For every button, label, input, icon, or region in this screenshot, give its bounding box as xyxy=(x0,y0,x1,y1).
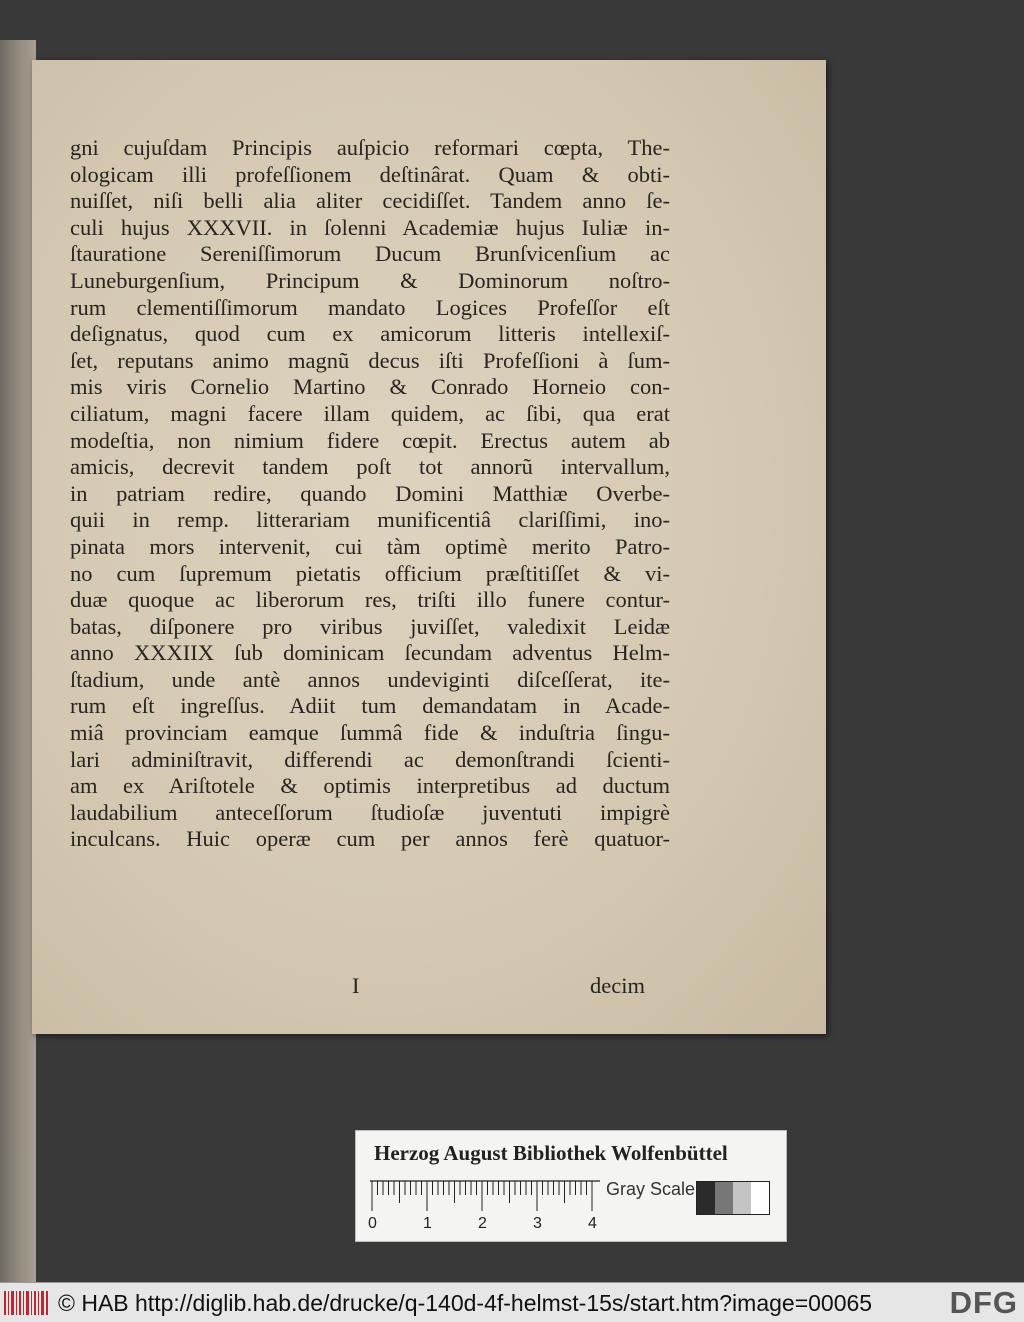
footer-bar xyxy=(0,1282,1024,1322)
text-line: nuiſſet, niſi belli alia aliter cecidiſſet. Tandem anno ſe- xyxy=(70,188,670,214)
dfg-logo: DFG xyxy=(949,1285,1018,1320)
text-line: culi hujus XXXVII. in ſolenni Academiæ hujus Iuliæ in- xyxy=(70,214,670,240)
gray-swatch xyxy=(697,1182,715,1214)
text-line: lari adminiſtravit, differendi ac demonſtrandi ſcienti- xyxy=(70,746,670,772)
barcode-icon xyxy=(4,1291,48,1315)
text-line: quii in remp. litterariam munificentiâ clariſſimi, ino- xyxy=(70,507,670,533)
text-line: in patriam redire, quando Domini Matthiæ Overbe- xyxy=(70,480,670,506)
source-link[interactable]: © HAB http://diglib.hab.de/drucke/q-140d-4f-helmst-15s/start.htm?image=00065 xyxy=(58,1290,873,1316)
gray-swatch xyxy=(715,1182,733,1214)
text-line: ſtadium, unde antè annos undeviginti diſceſſerat, ite- xyxy=(70,666,670,692)
gray-swatch xyxy=(751,1182,769,1214)
text-line: miâ provinciam eamque ſummâ fide & induſtria ſingu- xyxy=(70,720,670,746)
text-line: deſignatus, quod cum ex amicorum litteris intellexiſ- xyxy=(70,321,670,347)
catchword: decim xyxy=(590,973,645,998)
text-line: no cum ſupremum pietatis officium præſtitiſſet & vi- xyxy=(70,560,670,586)
text-line: amicis, decrevit tandem poſt tot annorũ intervallum, xyxy=(70,454,670,480)
ruler-number: 1 xyxy=(423,1215,432,1232)
text-line: modeſtia, non nimium fidere cœpit. Erectus autem ab xyxy=(70,427,670,453)
text-line: ſtauratione Sereniſſimorum Ducum Brunſvicenſium ac xyxy=(70,241,670,267)
ruler-number: 4 xyxy=(588,1215,597,1232)
text-line: mis viris Cornelio Martino & Conrado Horneio con- xyxy=(70,374,670,400)
text-line: ciliatum, magni facere illam quidem, ac ſibi, qua erat xyxy=(70,400,670,426)
text-line: Luneburgenſium, Principum & Dominorum noſtro- xyxy=(70,267,670,293)
text-line: rum eſt ingreſſus. Adiit tum demandatam in Acade- xyxy=(70,693,670,719)
ruler-scale xyxy=(370,1179,600,1215)
left-page-edge xyxy=(0,40,36,1282)
text-line: anno XXXIIX ſub dominicam ſecundam adventus Helm- xyxy=(70,640,670,666)
text-line: gni cujuſdam Principis auſpicio reformari cœpta, The- xyxy=(70,135,670,160)
text-line: ſet, reputans animo magnũ decus iſti Profeſſioni à ſum- xyxy=(70,347,670,373)
text-line: laudabilium anteceſſorum ſtudioſæ juventuti impigrè xyxy=(70,799,670,825)
library-name: Herzog August Bibliothek Wolfenbüttel xyxy=(374,1141,728,1165)
text-line: duæ quoque ac liberorum res, triſti illo funere contur- xyxy=(70,587,670,613)
text-line: rum clementiſſimorum mandato Logices Profeſſor eſt xyxy=(70,294,670,320)
text-line: am ex Ariſtotele & optimis interpretibus ad ductum xyxy=(70,773,670,799)
ruler-number: 2 xyxy=(478,1215,487,1232)
gray-swatch xyxy=(733,1182,751,1214)
ruler-number: 0 xyxy=(368,1215,377,1232)
text-line: batas, diſponere pro viribus juviſſet, valedixit Leidæ xyxy=(70,613,670,639)
text-line: inculcans. Huic operæ cum per annos ferè quatuor- xyxy=(70,826,670,852)
page-text xyxy=(70,135,670,853)
gray-scale-label: Gray Scale xyxy=(606,1179,696,1199)
text-line: pinata mors intervenit, cui tàm optimè merito Patro- xyxy=(70,533,670,559)
ruler-number: 3 xyxy=(533,1215,542,1232)
gray-scale-swatches xyxy=(696,1181,770,1215)
text-line: ologicam illi profeſſionem deſtinârat. Quam & obti- xyxy=(70,161,670,187)
signature-mark: I xyxy=(352,973,360,998)
library-color-card xyxy=(355,1130,787,1242)
